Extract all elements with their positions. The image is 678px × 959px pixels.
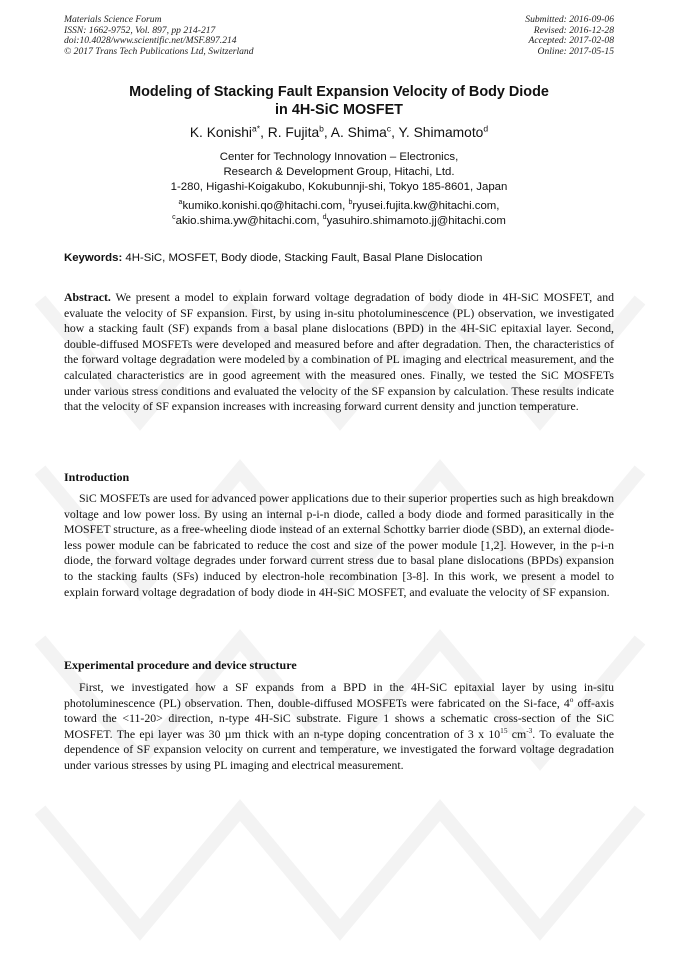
affiliation-line-2: Research & Development Group, Hitachi, Ltd. xyxy=(223,166,455,179)
email-a-marker: a xyxy=(178,199,183,207)
author-shima-affil: c xyxy=(386,123,392,134)
exponent-minus-3: -3 xyxy=(526,725,533,735)
abstract-label: Abstract. xyxy=(64,290,111,304)
experimental-text-4: . To evaluate the dependence of SF expansion velocity on current and temperature, we investigated the forward voltage degradation under various stresses by using PL imaging and electrical measurement. xyxy=(64,726,614,772)
author-emails xyxy=(64,199,614,230)
dates-info xyxy=(525,15,614,57)
email-line-1 xyxy=(64,199,614,214)
author-separator: , xyxy=(323,125,331,140)
author-separator: , xyxy=(260,125,268,140)
paper-title xyxy=(64,83,614,119)
email-shima[interactable]: akio.shima.yw@hitachi.com, xyxy=(175,215,320,228)
author-shima: A. Shima xyxy=(330,125,387,140)
doi-line[interactable]: doi:10.4028/www.scientific.net/MSF.897.214 xyxy=(64,35,237,47)
keywords-label: Keywords: xyxy=(64,252,123,264)
accepted-date: Accepted: 2017-02-08 xyxy=(528,35,614,47)
affiliation-line-1: Center for Technology Innovation – Electronics, xyxy=(219,151,459,163)
author-separator: , xyxy=(391,125,399,140)
journal-info xyxy=(64,15,254,57)
author-fujita: R. Fujita xyxy=(267,125,320,140)
issn-line: ISSN: 1662-9752, Vol. 897, pp 214-217 xyxy=(64,24,216,36)
email-b-marker: b xyxy=(348,199,353,207)
introduction-heading: Introduction xyxy=(64,470,130,484)
keywords-text: 4H-SiC, MOSFET, Body diode, Stacking Fault, Basal Plane Dislocation xyxy=(125,252,483,264)
introduction-paragraph: SiC MOSFETs are used for advanced power applications due to their superior properties such as high breakdown voltage and low power loss. By using an internal p-i-n diode, called a body diode and formed parasitically in the MOSFET structure, as a free-wheeling diode instead of an external Schottky barrier diode (SBD), an external diode-less power module can be fabricated to reduce the cost and size of the power module [1,2]. However, in the p-i-n diode, the forward voltage degrades under forward current stress due to basal plane dislocations (BPDs) expansion to the stacking faults (SFs) induced by electron-hole recombination [3-8]. In this work, we present a model to explain forward voltage degradation of body diode in 4H-SiC MOSFET, and evaluate the velocity of SF expansion. xyxy=(64,491,614,599)
copyright-line: © 2017 Trans Tech Publications Ltd, Switzerland xyxy=(64,45,254,57)
experimental-text-1: First, we investigated how a SF expands from a BPD in the 4H-SiC epitaxial layer by using in-situ photoluminescence (PL) observation. Then, double-diffused MOSFETs were fabricated on the Si-face, 4 xyxy=(64,680,614,710)
keywords xyxy=(64,251,624,265)
email-konishi[interactable]: kumiko.konishi.qo@hitachi.com, xyxy=(182,200,346,212)
experimental-heading: Experimental procedure and device structure xyxy=(64,658,297,672)
email-d-marker: d xyxy=(322,214,327,222)
online-date: Online: 2017-05-15 xyxy=(537,45,614,57)
affiliation-line-3: 1-280, Higashi-Koigakubo, Kokubunnji-shi, Tokyo 185-8601, Japan xyxy=(170,181,508,194)
title-line-1: Modeling of Stacking Fault Expansion Velocity of Body Diode xyxy=(129,84,549,100)
email-line-2 xyxy=(64,214,614,229)
exponent-15: 15 xyxy=(500,725,508,735)
author-shimamoto: Y. Shimamoto xyxy=(398,125,484,140)
abstract-text: We present a model to explain forward voltage degradation of body diode in 4H-SiC MOSFET, and evaluate the velocity of SF expansion. First, by using in-situ photoluminescence (PL) observation, we investigated how a stacking fault (SF) expands from a basal plane dislocations (BPD) in the 4H-SiC epitaxial layer. Second, double-diffused MOSFETs were developed and measured before and after degradation. Then, the characteristics of the forward voltage degradation were modeled by a combination of PL imaging and electrical measurement, and the calculated characteristics are in good agreement with the measured ones. Finally, we tested the SiC MOSFETs under various stress conditions and evaluated the velocity of the SF expansion by calculation. These results indicate that the velocity of SF expansion increases with increasing forward current density and junction temperature. xyxy=(64,290,614,414)
submitted-date: Submitted: 2016-09-06 xyxy=(525,14,614,25)
author-konishi-affil: a* xyxy=(251,123,261,134)
affiliation xyxy=(64,150,614,196)
author-list xyxy=(64,125,614,141)
abstract xyxy=(64,290,614,415)
revised-date: Revised: 2016-12-28 xyxy=(533,24,614,36)
email-fujita[interactable]: ryusei.fujita.kw@hitachi.com, xyxy=(352,200,500,212)
email-shimamoto[interactable]: yasuhiro.shimamoto.jj@hitachi.com xyxy=(326,215,506,228)
journal-name: Materials Science Forum xyxy=(64,14,162,25)
author-konishi: K. Konishi xyxy=(189,125,252,140)
experimental-text-3: cm xyxy=(507,726,527,741)
degree-superscript: o xyxy=(569,694,574,704)
experimental-paragraph xyxy=(64,680,614,774)
author-fujita-affil: b xyxy=(319,123,324,134)
experimental-text-2: off-axis toward the <11-20> direction, n-type 4H-SiC substrate. Figure 1 shows a schematic cross-section of the SiC MOSFET. The epi layer was 30 µm thick with an n-type doping concentration of 3 x 10 xyxy=(64,695,614,741)
title-line-2: in 4H-SiC MOSFET xyxy=(275,102,403,118)
author-shimamoto-affil: d xyxy=(483,123,489,134)
email-c-marker: c xyxy=(172,214,176,222)
